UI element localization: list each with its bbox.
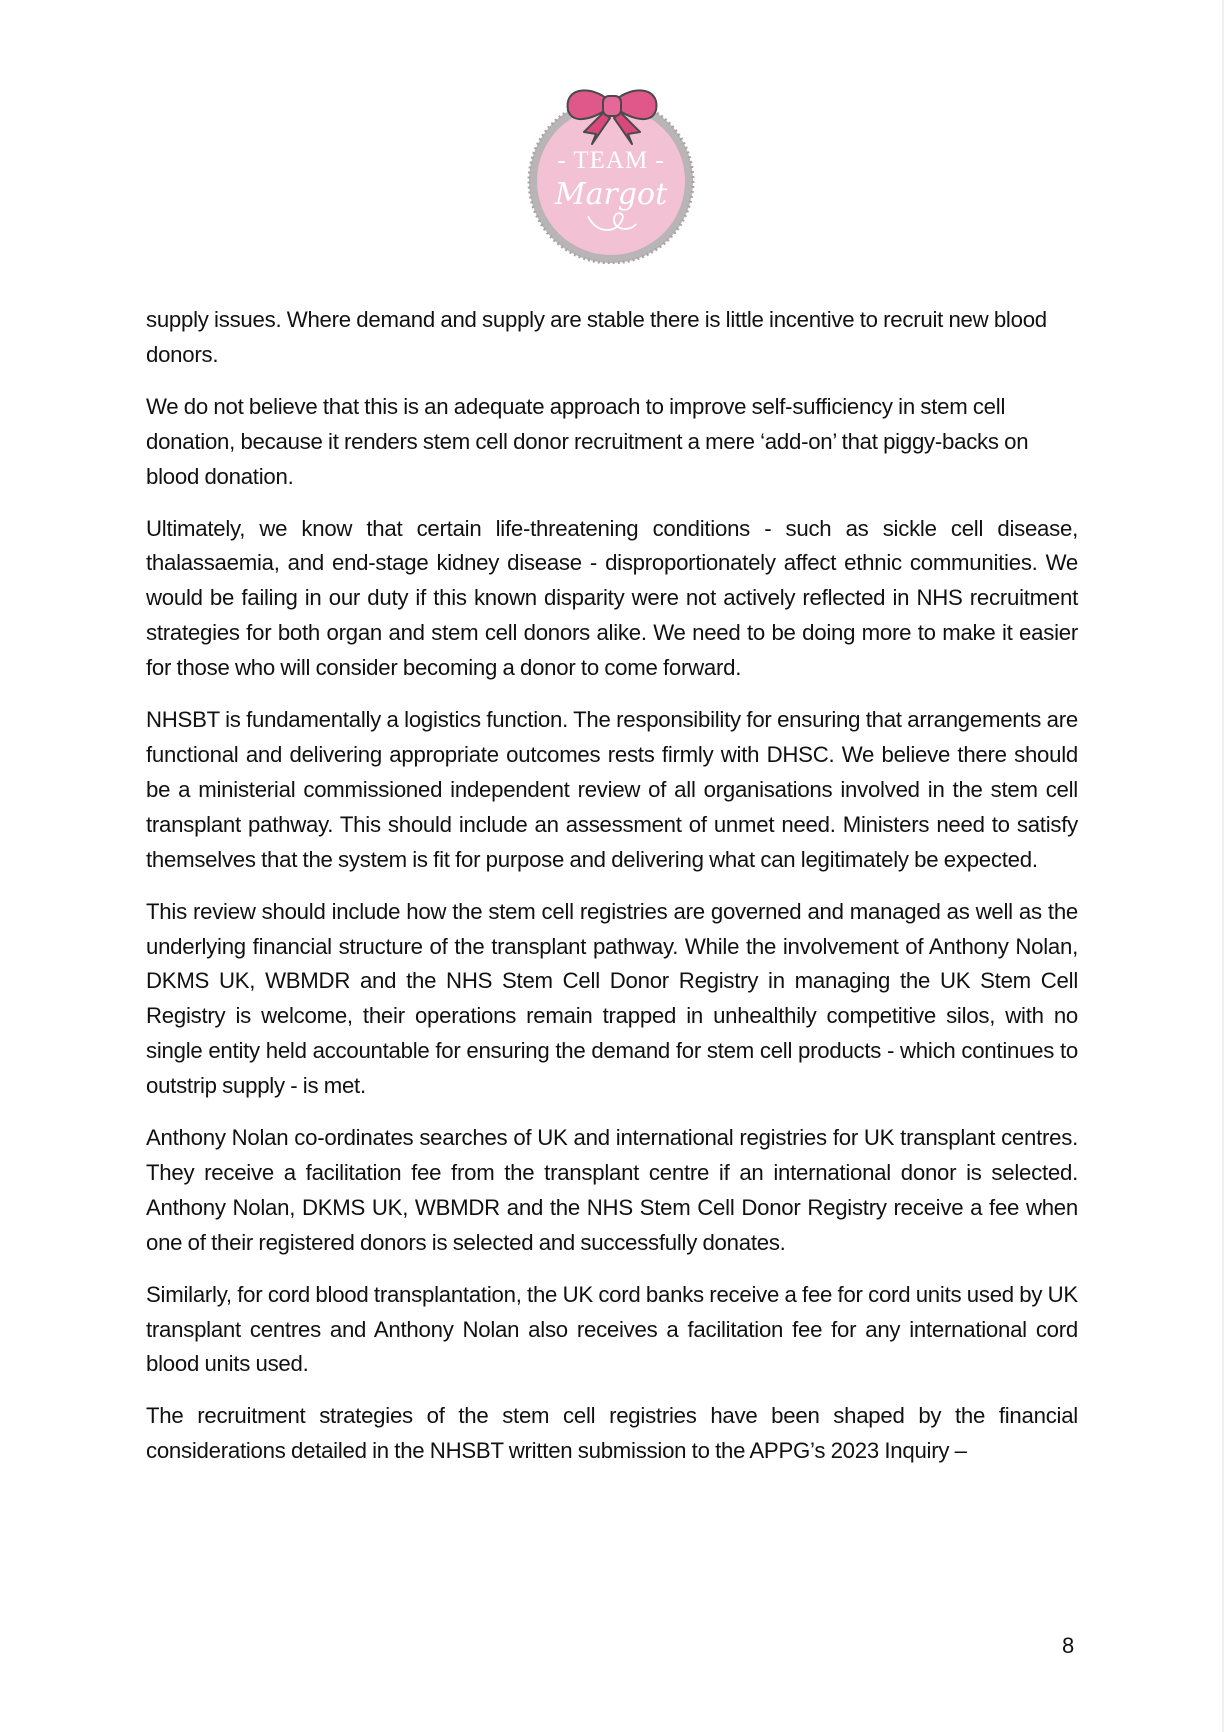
paragraph-4: NHSBT is fundamentally a logistics function. The responsibility for ensuring that arrangements are functional and delivering appropriate outcomes rests firmly with DHSC. We believe there should be a ministerial commissioned independent review of all organisations involved in the stem cell transplant pathway. This should include an assessment of unmet need. Ministers need to satisfy themselves that the system is fit for purpose and delivering what can legitimately be expected. xyxy=(146,707,1078,872)
paragraph-2: We do not believe that this is an adequate approach to improve self-sufficiency in stem cell donation, because it renders stem cell donor recruitment a mere ‘add-on’ that piggy-backs on blood donation. xyxy=(146,393,1029,489)
paragraph-1: supply issues. Where demand and supply are stable there is little incentive to recruit new blood donors. xyxy=(146,307,1047,367)
paragraph-8: The recruitment strategies of the stem cell registries have been shaped by the financial considerations detailed in the NHSBT written submission to the APPG’s 2023 Inquiry – xyxy=(146,1403,1078,1464)
team-margot-logo xyxy=(526,84,696,264)
paragraph-5: This review should include how the stem cell registries are governed and managed as well as the underlying financial structure of the transplant pathway. While the involvement of Anthony Nolan, DKMS UK, WBMDR and the NHS Stem Cell Donor Registry in managing the UK Stem Cell Registry is welcome, their operations remain trapped in unhealthily competitive silos, with no single entity held accountable for ensuring the demand for stem cell products - which continues to outstrip supply - is met. xyxy=(146,898,1078,1099)
logo-badge-icon xyxy=(526,84,696,264)
paragraph-3: Ultimately, we know that certain life-threatening conditions - such as sickle cell disease, thalassaemia, and end-stage kidney disease - disproportionately affect ethnic communities. We would be failing in our duty if this known disparity were not actively reflected in NHS recruitment strategies for both organ and stem cell donors alike. We need to be doing more to make it easier for those who will consider becoming a donor to come forward. xyxy=(146,515,1078,681)
logo-text-team: - TEAM - xyxy=(557,147,665,174)
paragraph-6: Anthony Nolan co-ordinates searches of UK and international registries for UK transplant centres. They receive a facilitation fee from the transplant centre if an international donor is selected. Anthony Nolan, DKMS UK, WBMDR and the NHS Stem Cell Donor Registry receive a fee when one of their registered donors is selected and successfully donates. xyxy=(146,1125,1078,1255)
document-body xyxy=(146,303,1078,1486)
page-number: 8 xyxy=(1062,1633,1075,1658)
logo-text-margot: Margot xyxy=(554,177,668,212)
paragraph-7: Similarly, for cord blood transplantation, the UK cord banks receive a fee for cord units used by UK transplant centres and Anthony Nolan also receives a facilitation fee for any international cord blood units used. xyxy=(146,1281,1078,1377)
